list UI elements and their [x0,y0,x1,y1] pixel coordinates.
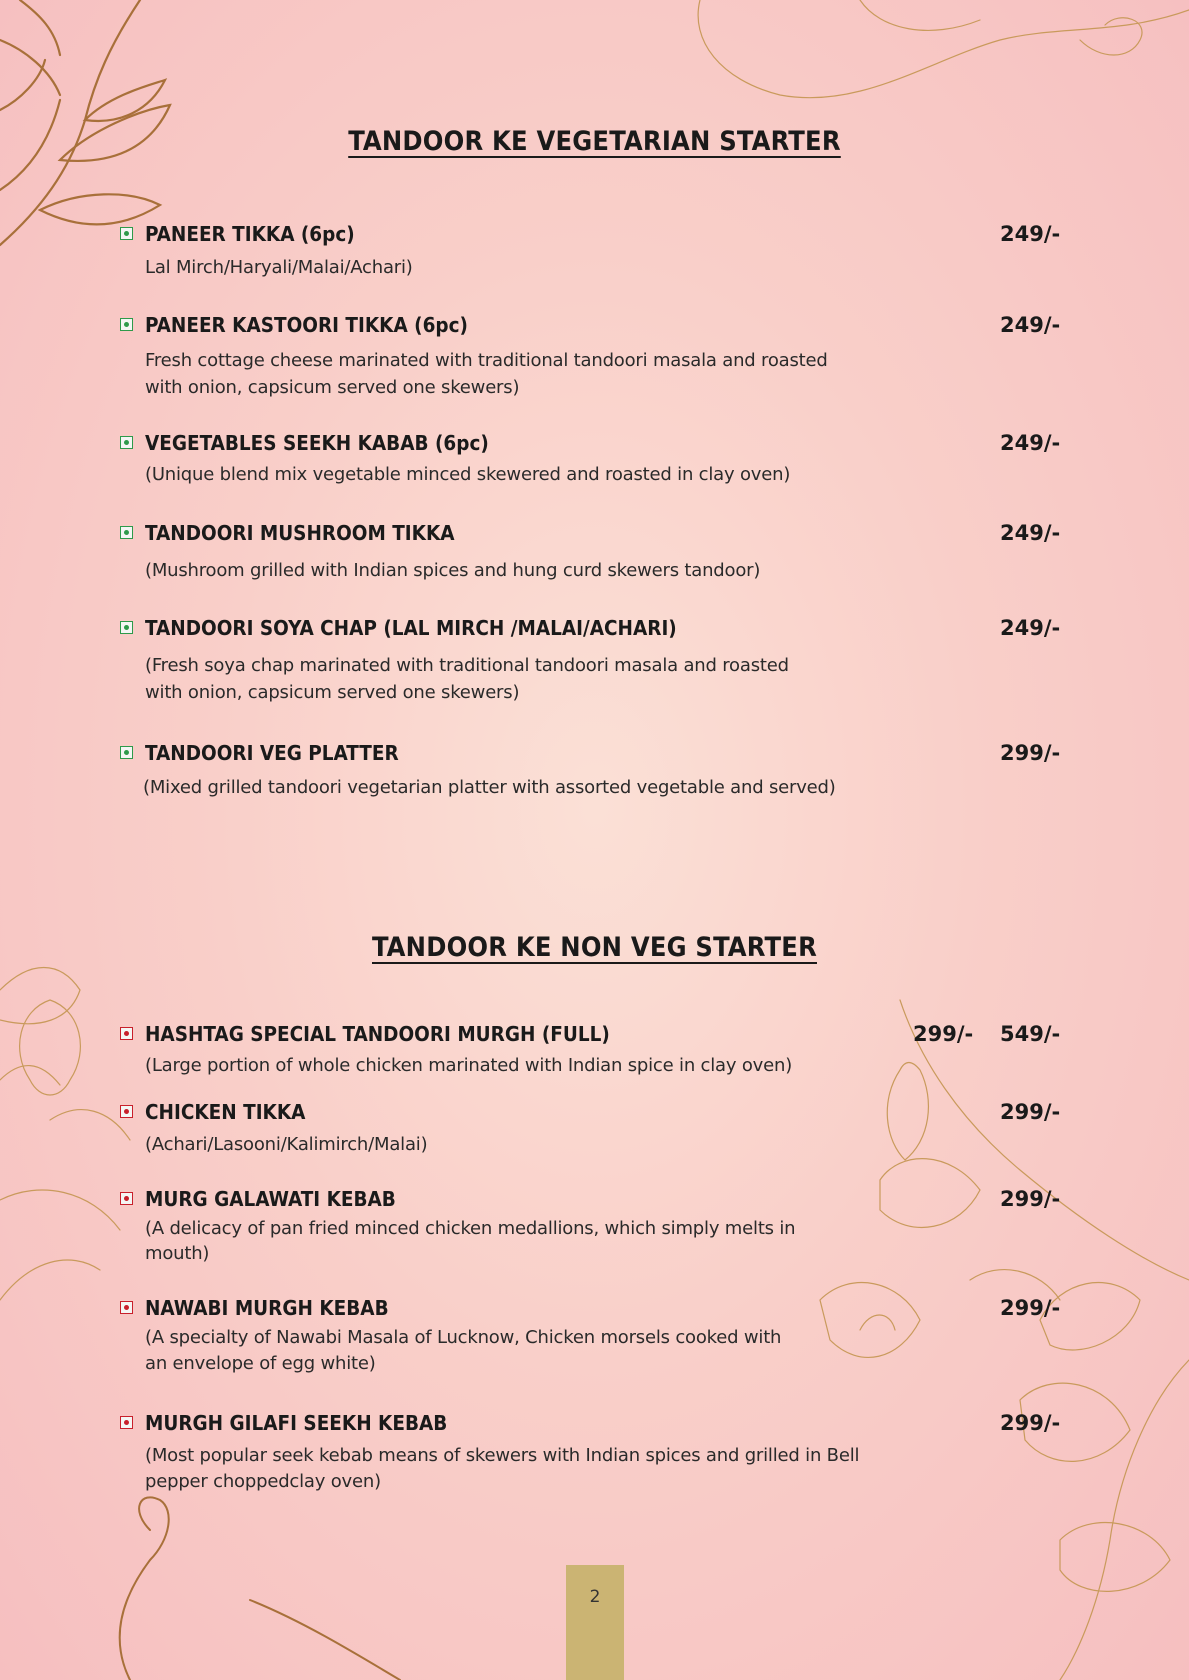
item-price: 299/- [1000,1187,1061,1211]
veg-mark-icon [120,526,133,539]
menu-item [120,521,1070,581]
item-description: (Large portion of whole chicken marinated with Indian spice in clay oven) [145,1055,793,1076]
item-name: NAWABI MURGH KEBAB [145,1296,389,1320]
section-heading-veg: TANDOOR KE VEGETARIAN STARTER [348,126,841,157]
item-price: 249/- [1000,431,1061,455]
menu-item [120,431,1070,485]
item-name: MURG GALAWATI KEBAB [145,1187,396,1211]
veg-mark-icon [120,436,133,449]
item-price: 249/- [1000,616,1061,640]
page-number: 2 [589,1587,601,1607]
item-price: 299/- [1000,741,1061,765]
item-description: (A specialty of Nawabi Masala of Lucknow, Chicken morsels cooked with an envelope of egg white) [145,1327,782,1374]
item-price: 249/- [1000,521,1061,545]
item-price-half: 299/- [913,1022,974,1046]
veg-mark-icon [120,227,133,240]
item-price: 299/- [1000,1296,1061,1320]
menu-item [120,1296,1070,1374]
nonveg-mark-icon [120,1192,133,1205]
item-name: TANDOORI MUSHROOM TIKKA [145,521,455,545]
item-name: PANEER KASTOORI TIKKA (6pc) [145,313,468,337]
nonveg-mark-icon [120,1027,133,1040]
menu-item [120,1022,1070,1076]
item-description: (A delicacy of pan fried minced chicken medallions, which simply melts in mouth) [145,1218,796,1264]
item-price: 299/- [1000,1411,1061,1435]
item-description: (Mushroom grilled with Indian spices and hung curd skewers tandoor) [145,560,761,581]
menu-item [120,1187,1070,1264]
veg-mark-icon [120,318,133,331]
veg-mark-icon [120,621,133,634]
item-description: (Most popular seek kebab means of skewers with Indian spices and grilled in Bell pepper choppedclay oven) [145,1445,860,1492]
page-number-tab [566,1565,624,1680]
veg-mark-icon [120,746,133,759]
item-name: CHICKEN TIKKA [145,1100,306,1124]
item-description: (Fresh soya chap marinated with traditional tandoori masala and roasted with onion, capsicum served one skewers) [145,655,789,703]
menu-item [120,222,1070,278]
item-name: HASHTAG SPECIAL TANDOORI MURGH (FULL) [145,1022,610,1046]
section-heading-nonveg: TANDOOR KE NON VEG STARTER [372,932,817,963]
menu-item [120,1100,1070,1155]
nonveg-mark-icon [120,1301,133,1314]
item-description: Lal Mirch/Haryali/Malai/Achari) [145,257,413,278]
item-name: MURGH GILAFI SEEKH KEBAB [145,1411,448,1435]
item-name: TANDOORI VEG PLATTER [145,741,399,765]
menu-item [120,313,1070,398]
item-price: 299/- [1000,1100,1061,1124]
item-name: TANDOORI SOYA CHAP (LAL MIRCH /MALAI/ACHARI) [145,616,677,640]
item-price: 549/- [1000,1022,1061,1046]
item-description: (Mixed grilled tandoori vegetarian platter with assorted vegetable and served) [143,777,836,798]
item-name: PANEER TIKKA (6pc) [145,222,355,246]
menu-item [120,741,1070,798]
item-price: 249/- [1000,222,1061,246]
nonveg-mark-icon [120,1105,133,1118]
nonveg-mark-icon [120,1416,133,1429]
item-description: (Achari/Lasooni/Kalimirch/Malai) [145,1134,428,1155]
item-description: (Unique blend mix vegetable minced skewered and roasted in clay oven) [145,464,791,485]
item-price: 249/- [1000,313,1061,337]
menu-item [120,616,1070,703]
menu-item [120,1411,1070,1492]
item-description: Fresh cottage cheese marinated with traditional tandoori masala and roasted with onion, capsicum served one skewers) [145,350,828,398]
item-name: VEGETABLES SEEKH KABAB (6pc) [145,431,489,455]
